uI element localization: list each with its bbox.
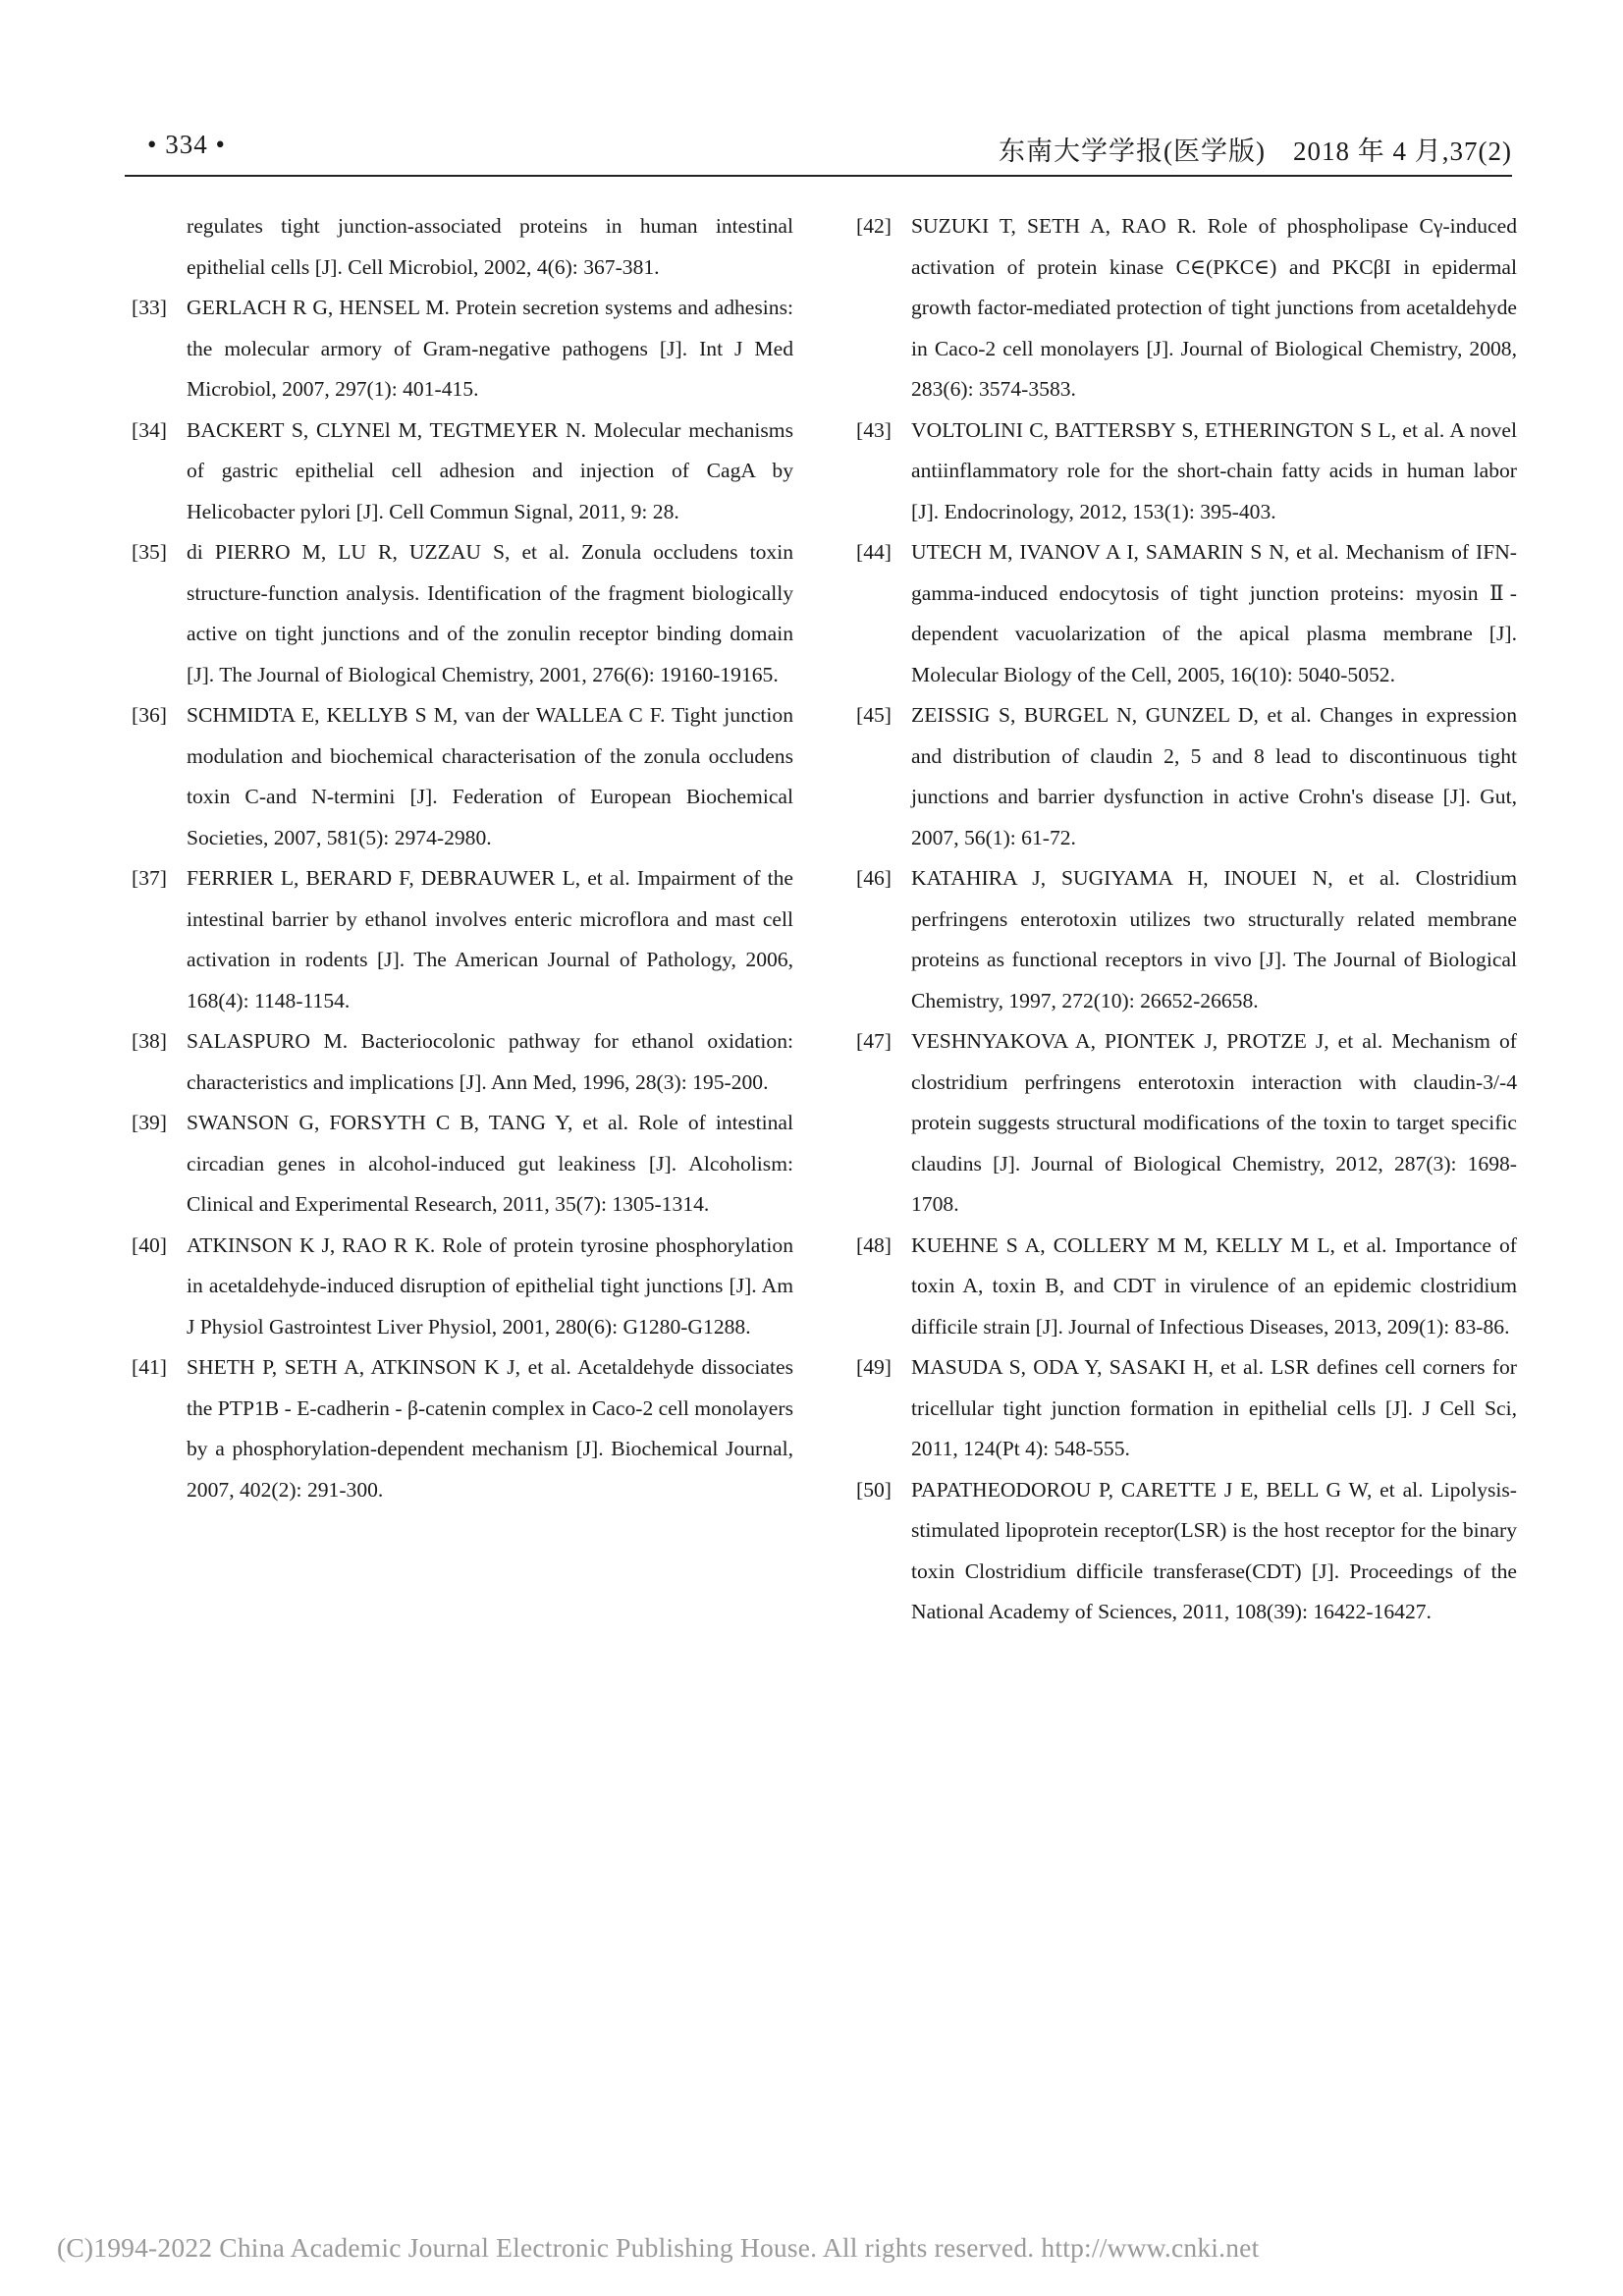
- reference-number: [44]: [856, 540, 892, 564]
- copyright-footer: (C)1994-2022 China Academic Journal Electronic Publishing House. All rights reserved. http://www.cnki.net: [57, 2232, 1260, 2263]
- reference-47: [856, 1021, 1517, 1226]
- reference-text: ZEISSIG S, BURGEL N, GUNZEL D, et al. Changes in expression and distribution of claudin 2, 5 and 8 lead to discontinuous tight junctions and barrier dysfunction in active Crohn's disease [J]. Gut, 2007, 56(1): 61-72.: [911, 703, 1517, 849]
- reference-number: [47]: [856, 1029, 892, 1053]
- header-rule: [125, 175, 1512, 177]
- reference-number: [40]: [132, 1232, 167, 1257]
- reference-text: SHETH P, SETH A, ATKINSON K J, et al. Acetaldehyde dissociates the PTP1B - E-cadherin - β-catenin complex in Caco-2 cell monolayers by a phosphorylation-dependent mechanism [J]. Biochemical Journal, 2007, 402(2): 291-300.: [187, 1355, 793, 1502]
- reference-35: [132, 532, 793, 695]
- right-column: [856, 206, 1517, 1633]
- reference-text: UTECH M, IVANOV A I, SAMARIN S N, et al. Mechanism of IFN-gamma-induced endocytosis of tight junction proteins: myosin Ⅱ-dependent vacuolarization of the apical plasma membrane [J]. Molecular Biology of the Cell, 2005, 16(10): 5040-5052.: [911, 540, 1517, 686]
- reference-number: [36]: [132, 703, 167, 727]
- reference-number: [34]: [132, 417, 167, 442]
- reference-text: VESHNYAKOVA A, PIONTEK J, PROTZE J, et al. Mechanism of clostridium perfringens enterotoxin interaction with claudin-3/-4 protein suggests structural modifications of the toxin to target specific claudins [J]. Journal of Biological Chemistry, 2012, 287(3): 1698-1708.: [911, 1029, 1517, 1216]
- page-header: [147, 130, 1512, 169]
- reference-number: [43]: [856, 417, 892, 442]
- reference-number: [39]: [132, 1111, 167, 1134]
- reference-text: SCHMIDTA E, KELLYB S M, van der WALLEA C F. Tight junction modulation and biochemical characterisation of the zonula occludens toxin C-and N-termini [J]. Federation of European Biochemical Societies, 2007, 581(5): 2974-2980.: [187, 703, 793, 849]
- reference-text: GERLACH R G, HENSEL M. Protein secretion systems and adhesins: the molecular armory of Gram-negative pathogens [J]. Int J Med Microbiol, 2007, 297(1): 401-415.: [187, 296, 793, 401]
- reference-number: [49]: [856, 1355, 892, 1379]
- reference-34: [132, 410, 793, 533]
- reference-number: [41]: [132, 1355, 167, 1379]
- reference-continued: regulates tight junction-associated proteins in human intestinal epithelial cells [J]. Cell Microbiol, 2002, 4(6): 367-381.: [187, 214, 793, 279]
- reference-number: [50]: [856, 1477, 892, 1502]
- reference-42: [856, 206, 1517, 410]
- reference-text: MASUDA S, ODA Y, SASAKI H, et al. LSR defines cell corners for tricellular tight junction formation in epithelial cells [J]. J Cell Sci, 2011, 124(Pt 4): 548-555.: [911, 1355, 1517, 1460]
- reference-text: SUZUKI T, SETH A, RAO R. Role of phospholipase Cγ-induced activation of protein kinase C∈(PKC∈) and PKCβI in epidermal growth factor-mediated protection of tight junctions from acetaldehyde in Caco-2 cell monolayers [J]. Journal of Biological Chemistry, 2008, 283(6): 3574-3583.: [911, 214, 1517, 401]
- reference-number: [46]: [856, 866, 892, 890]
- reference-number: [48]: [856, 1232, 892, 1257]
- reference-number: [35]: [132, 540, 167, 564]
- reference-39: [132, 1103, 793, 1226]
- reference-text: BACKERT S, CLYNEl M, TEGTMEYER N. Molecular mechanisms of gastric epithelial cell adhesion and injection of CagA by Helicobacter pylori [J]. Cell Commun Signal, 2011, 9: 28.: [187, 417, 793, 523]
- reference-text: di PIERRO M, LU R, UZZAU S, et al. Zonula occludens toxin structure-function analysis. Identification of the fragment biologically active on tight junctions and of the zonulin receptor binding domain [J]. The Journal of Biological Chemistry, 2001, 276(6): 19160-19165.: [187, 540, 793, 686]
- reference-48: [856, 1226, 1517, 1348]
- reference-text: KUEHNE S A, COLLERY M M, KELLY M L, et al. Importance of toxin A, toxin B, and CDT in virulence of an epidemic clostridium difficile strain [J]. Journal of Infectious Diseases, 2013, 209(1): 83-86.: [911, 1232, 1517, 1339]
- reference-44: [856, 532, 1517, 695]
- reference-number: [38]: [132, 1029, 167, 1053]
- page-number: • 334 •: [147, 130, 226, 159]
- reference-number: [45]: [856, 703, 892, 727]
- reference-46: [856, 858, 1517, 1021]
- reference-number: [37]: [132, 866, 167, 890]
- reference-number: [42]: [856, 214, 892, 238]
- reference-50: [856, 1470, 1517, 1633]
- reference-37: [132, 858, 793, 1021]
- reference-text: ATKINSON K J, RAO R K. Role of protein tyrosine phosphorylation in acetaldehyde-induced disruption of epithelial tight junctions [J]. Am J Physiol Gastrointest Liver Physiol, 2001, 280(6): G1280-G1288.: [187, 1232, 793, 1339]
- reference-43: [856, 410, 1517, 533]
- reference-text: SALASPURO M. Bacteriocolonic pathway for ethanol oxidation: characteristics and implications [J]. Ann Med, 1996, 28(3): 195-200.: [187, 1029, 793, 1094]
- reference-text: PAPATHEODOROU P, CARETTE J E, BELL G W, et al. Lipolysis-stimulated lipoprotein receptor(LSR) is the host receptor for the binary toxin Clostridium difficile transferase(CDT) [J]. Proceedings of the National Academy of Sciences, 2011, 108(39): 16422-16427.: [911, 1477, 1517, 1623]
- journal-title: 东南大学学报(医学版) 2018 年 4 月,37(2): [999, 137, 1512, 166]
- reference-45: [856, 695, 1517, 858]
- reference-text: FERRIER L, BERARD F, DEBRAUWER L, et al. Impairment of the intestinal barrier by ethanol involves enteric microflora and mast cell activation in rodents [J]. The American Journal of Pathology, 2006, 168(4): 1148-1154.: [187, 866, 793, 1012]
- reference-text: VOLTOLINI C, BATTERSBY S, ETHERINGTON S L, et al. A novel antiinflammatory role for the short-chain fatty acids in human labor [J]. Endocrinology, 2012, 153(1): 395-403.: [911, 417, 1517, 523]
- reference-49: [856, 1347, 1517, 1470]
- reference-text: KATAHIRA J, SUGIYAMA H, INOUEI N, et al. Clostridium perfringens enterotoxin utilizes two structurally related membrane proteins as functional receptors in vivo [J]. The Journal of Biological Chemistry, 1997, 272(10): 26652-26658.: [911, 866, 1517, 1012]
- reference-41: [132, 1347, 793, 1510]
- reference-33: [132, 288, 793, 410]
- left-column: [132, 206, 793, 1510]
- reference-text: SWANSON G, FORSYTH C B, TANG Y, et al. Role of intestinal circadian genes in alcohol-induced gut leakiness [J]. Alcoholism: Clinical and Experimental Research, 2011, 35(7): 1305-1314.: [187, 1111, 793, 1216]
- reference-38: [132, 1021, 793, 1103]
- reference-40: [132, 1226, 793, 1348]
- reference-36: [132, 695, 793, 858]
- reference-number: [33]: [132, 296, 167, 319]
